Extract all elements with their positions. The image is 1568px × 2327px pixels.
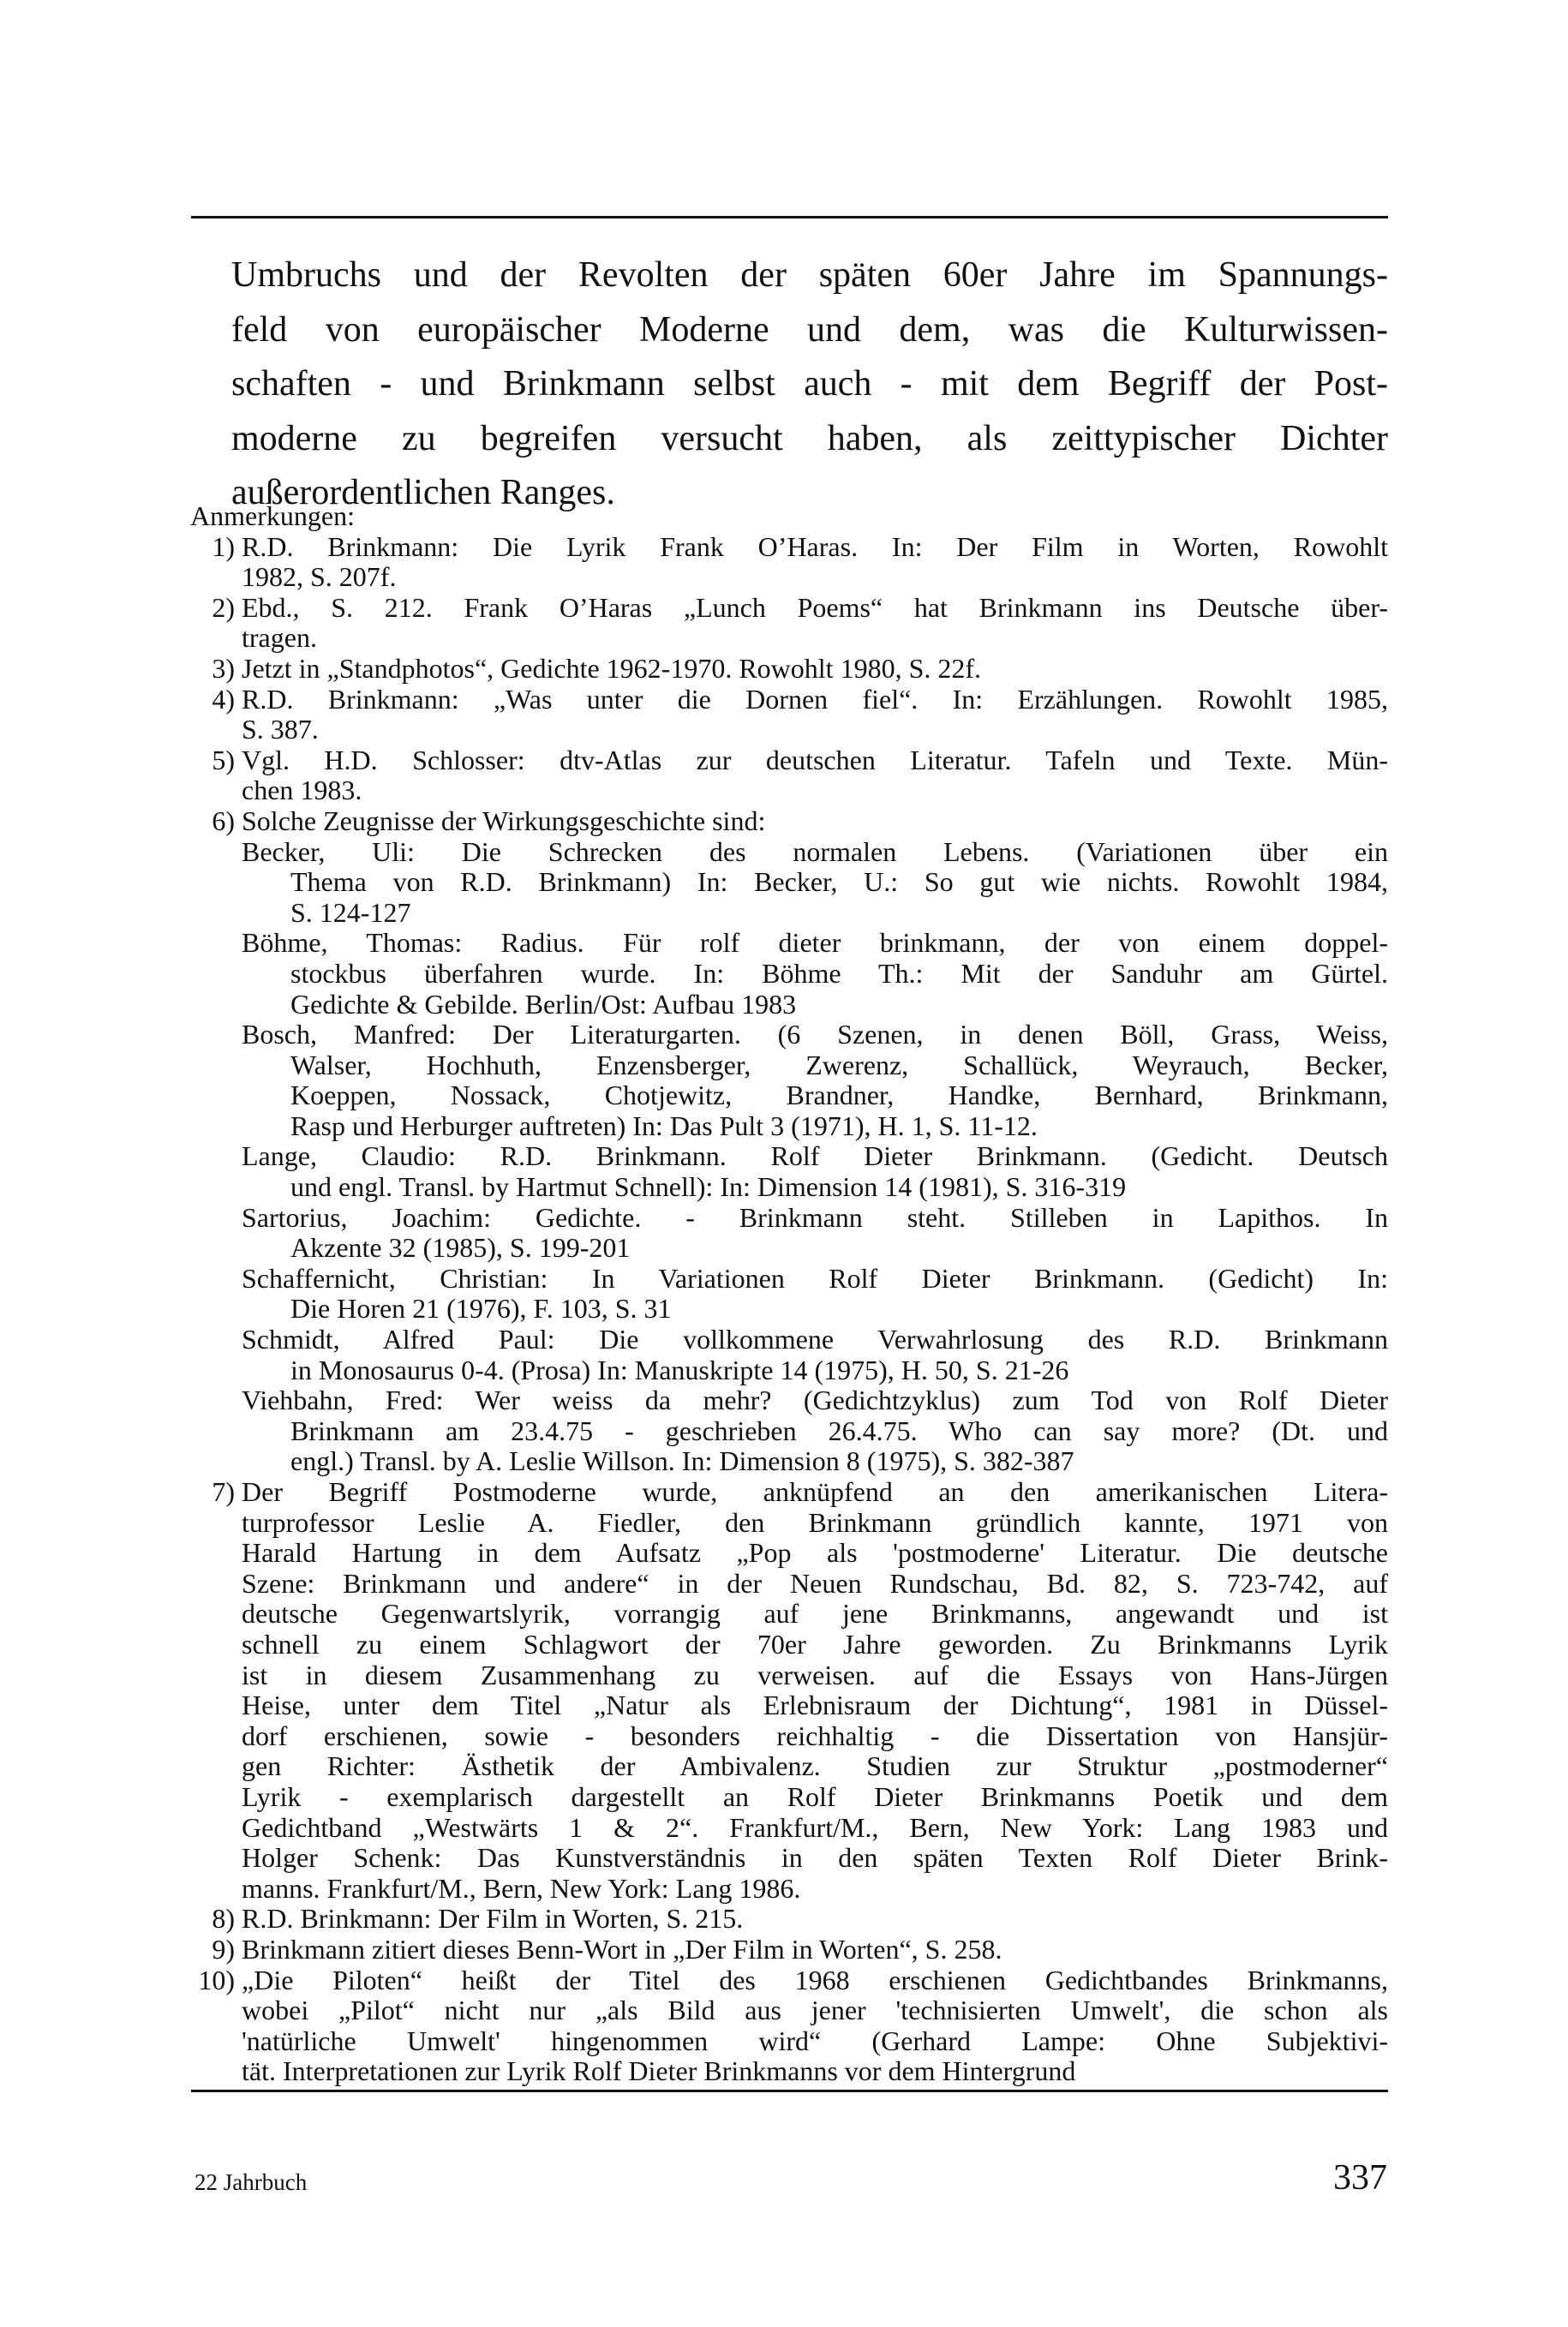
note-number: 3)	[212, 652, 235, 684]
note-line	[190, 562, 1388, 593]
note-text: R.D. Brinkmann: Der Film in Worten, S. 215.	[242, 1903, 744, 1935]
note-line	[190, 837, 1388, 868]
note-text: turprofessor Leslie A. Fiedler, den Brinkmann gründlich kannte, 1971 von	[242, 1506, 1388, 1538]
note-text: in Monosaurus 0-4. (Prosa) In: Manuskripte 14 (1975), H. 50, S. 21-26	[290, 1354, 1069, 1385]
note-line	[190, 1660, 1388, 1691]
body-line: moderne zu begreifen versucht haben, als zeittypischer Dichter	[231, 418, 1388, 458]
note-line	[190, 2056, 1388, 2087]
note-line	[190, 1538, 1388, 1569]
body-line: außerordentlichen Ranges.	[231, 473, 615, 512]
note-text: Gedichtband „Westwärts 1 & 2“. Frankfurt/M., Bern, New York: Lang 1983 und	[242, 1811, 1388, 1843]
note-line	[190, 990, 1388, 1020]
note-line	[190, 2026, 1388, 2057]
note-line	[190, 775, 1388, 806]
note-text: Schaffernicht, Christian: In Variationen Rolf Dieter Brinkmann. (Gedicht) In:	[242, 1262, 1388, 1294]
note-line	[190, 1569, 1388, 1600]
note-line	[190, 745, 1388, 776]
note-line	[190, 1141, 1388, 1172]
note-text: deutsche Gegenwartslyrik, vorrangig auf jene Brinkmanns, angewandt und ist	[242, 1598, 1388, 1630]
note-line	[190, 1751, 1388, 1782]
note-text: Thema von R.D. Brinkmann) In: Becker, U.: So gut wie nichts. Rowohlt 1984,	[290, 866, 1388, 898]
note-line	[190, 715, 1388, 745]
note-line	[190, 1995, 1388, 2026]
note-text: Die Horen 21 (1976), F. 103, S. 31	[290, 1293, 672, 1325]
note-text: S. 124-127	[290, 896, 411, 928]
note-line	[190, 1965, 1388, 1996]
note-text: Lyrik - exemplarisch dargestellt an Rolf Dieter Brinkmanns Poetik und dem	[242, 1780, 1388, 1812]
note-text: dorf erschienen, sowie - besonders reichhaltig - die Dissertation von Hansjür-	[242, 1720, 1388, 1751]
notes-heading	[190, 501, 1388, 532]
body-line: feld von europäischer Moderne und dem, was die Kulturwissen-	[231, 309, 1388, 350]
note-text: Schmidt, Alfred Paul: Die vollkommene Verwahrlosung des R.D. Brinkmann	[242, 1324, 1388, 1355]
note-text: Brinkmann am 23.4.75 - geschrieben 26.4.75. Who can say more? (Dt. und	[290, 1415, 1388, 1446]
bottom-rule	[191, 2090, 1388, 2092]
body-paragraph	[231, 248, 1388, 521]
note-text: schnell zu einem Schlagwort der 70er Jahre geworden. Zu Brinkmanns Lyrik	[242, 1628, 1388, 1660]
note-text: Böhme, Thomas: Radius. Für rolf dieter brinkmann, der von einem doppel-	[242, 927, 1388, 959]
note-text: Szene: Brinkmann und andere“ in der Neuen Rundschau, Bd. 82, S. 723-742, auf	[242, 1567, 1388, 1599]
note-line	[190, 532, 1388, 563]
note-text: R.D. Brinkmann: Die Lyrik Frank O’Haras. In: Der Film in Worten, Rowohlt	[242, 530, 1388, 562]
note-line	[190, 1782, 1388, 1813]
body-line: Umbruchs und der Revolten der späten 60er Jahre im Spannungs-	[231, 255, 1388, 295]
note-line	[190, 1111, 1388, 1142]
note-line	[190, 1874, 1388, 1905]
note-line	[190, 1172, 1388, 1203]
note-number: 10)	[198, 1964, 235, 1995]
footnotes	[190, 501, 1388, 2087]
note-line	[190, 1813, 1388, 1844]
note-line	[190, 1477, 1388, 1508]
note-text: Jetzt in „Standphotos“, Gedichte 1962-1970. Rowohlt 1980, S. 22f.	[242, 652, 982, 684]
note-line	[190, 1690, 1388, 1721]
note-text: Brinkmann zitiert dieses Benn-Wort in „Der Film in Worten“, S. 258.	[242, 1933, 1002, 1965]
note-line	[190, 1630, 1388, 1660]
note-text: Solche Zeugnisse der Wirkungsgeschichte sind:	[242, 805, 766, 836]
note-text: Koeppen, Nossack, Chotjewitz, Brandner, Handke, Bernhard, Brinkmann,	[290, 1080, 1388, 1111]
note-line	[190, 1416, 1388, 1447]
note-number: 4)	[212, 683, 235, 715]
note-number: 8)	[212, 1903, 235, 1935]
note-number: 6)	[212, 805, 235, 836]
note-number: 5)	[212, 744, 235, 775]
note-text: R.D. Brinkmann: „Was unter die Dornen fiel“. In: Erzählungen. Rowohlt 1985,	[242, 683, 1388, 715]
note-line	[190, 1508, 1388, 1539]
note-line	[190, 1599, 1388, 1630]
note-text: chen 1983.	[242, 775, 362, 806]
note-text: tragen.	[242, 622, 317, 654]
note-line	[190, 1721, 1388, 1752]
note-line	[190, 898, 1388, 929]
note-number: 2)	[212, 591, 235, 623]
note-line	[190, 1385, 1388, 1416]
note-line	[190, 928, 1388, 959]
note-line	[190, 1935, 1388, 1965]
top-rule	[191, 216, 1388, 218]
note-text: „Die Piloten“ heißt der Titel des 1968 erschienen Gedichtbandes Brinkmanns,	[242, 1964, 1388, 1995]
note-text: Heise, unter dem Titel „Natur als Erlebnisraum der Dichtung“, 1981 in Düssel-	[242, 1690, 1388, 1721]
note-text: und engl. Transl. by Hartmut Schnell): In: Dimension 14 (1981), S. 316-319	[290, 1171, 1127, 1203]
note-text: Gedichte & Gebilde. Berlin/Ost: Aufbau 1983	[290, 988, 797, 1020]
note-text: wobei „Pilot“ nicht nur „als Bild aus jener 'technisierten Umwelt', die schon als	[242, 1995, 1388, 2026]
note-text: Ebd., S. 212. Frank O’Haras „Lunch Poems“ hat Brinkmann ins Deutsche über-	[242, 591, 1388, 623]
note-text: Anmerkungen:	[190, 500, 355, 531]
note-line	[190, 867, 1388, 898]
note-text: S. 387.	[242, 714, 319, 745]
page-number: 337	[1333, 2158, 1387, 2198]
note-text: Harald Hartung in dem Aufsatz „Pop als 'postmoderne' Literatur. Die deutsche	[242, 1537, 1388, 1569]
note-number: 9)	[212, 1933, 235, 1965]
note-line	[190, 685, 1388, 715]
note-line	[190, 1233, 1388, 1264]
note-line	[190, 1904, 1388, 1935]
note-text: 'natürliche Umwelt' hingenommen wird“ (Gerhard Lampe: Ohne Subjektivi-	[242, 2025, 1388, 2056]
note-text: engl.) Transl. by A. Leslie Willson. In: Dimension 8 (1975), S. 382-387	[290, 1445, 1074, 1477]
note-number: 1)	[212, 530, 235, 562]
note-line	[190, 654, 1388, 685]
note-line	[190, 623, 1388, 654]
note-text: Akzente 32 (1985), S. 199-201	[290, 1232, 631, 1264]
note-text: Rasp und Herburger auftreten) In: Das Pult 3 (1971), H. 1, S. 11-12.	[290, 1110, 1038, 1141]
note-line	[190, 1080, 1388, 1111]
note-line	[190, 1843, 1388, 1874]
note-line	[190, 1203, 1388, 1234]
note-text: Becker, Uli: Die Schrecken des normalen Lebens. (Variationen über ein	[242, 835, 1388, 867]
note-text: Walser, Hochhuth, Enzensberger, Zwerenz, Schallück, Weyrauch, Becker,	[290, 1049, 1388, 1080]
note-line	[190, 1325, 1388, 1355]
note-line	[190, 593, 1388, 624]
note-text: Sartorius, Joachim: Gedichte. - Brinkmann steht. Stilleben in Lapithos. In	[242, 1201, 1388, 1233]
signature-mark: 22 Jahrbuch	[195, 2169, 308, 2195]
note-line	[190, 1446, 1388, 1477]
note-number: 7)	[212, 1476, 235, 1507]
note-text: tät. Interpretationen zur Lyrik Rolf Dieter Brinkmanns vor dem Hintergrund	[242, 2055, 1076, 2087]
note-line	[190, 1264, 1388, 1295]
body-line: schaften - und Brinkmann selbst auch - mit dem Begriff der Post-	[231, 364, 1388, 404]
note-line	[190, 959, 1388, 990]
note-line	[190, 1020, 1388, 1050]
note-text: gen Richter: Ästhetik der Ambivalenz. Studien zur Struktur „postmoderner“	[242, 1750, 1388, 1782]
note-text: Viehbahn, Fred: Wer weiss da mehr? (Gedichtzyklus) zum Tod von Rolf Dieter	[242, 1385, 1388, 1416]
note-text: 1982, S. 207f.	[242, 561, 397, 593]
note-text: Bosch, Manfred: Der Literaturgarten. (6 Szenen, in denen Böll, Grass, Weiss,	[242, 1019, 1388, 1050]
note-text: Lange, Claudio: R.D. Brinkmann. Rolf Dieter Brinkmann. (Gedicht. Deutsch	[242, 1140, 1388, 1172]
note-text: ist in diesem Zusammenhang zu verweisen. auf die Essays von Hans-Jürgen	[242, 1659, 1388, 1690]
note-line	[190, 1294, 1388, 1325]
note-text: Der Begriff Postmoderne wurde, anknüpfend an den amerikanischen Litera-	[242, 1476, 1388, 1507]
note-line	[190, 1355, 1388, 1386]
note-text: Vgl. H.D. Schlosser: dtv-Atlas zur deutschen Literatur. Tafeln und Texte. Mün-	[242, 744, 1388, 775]
note-text: Holger Schenk: Das Kunstverständnis in den späten Texten Rolf Dieter Brink-	[242, 1842, 1388, 1874]
note-text: stockbus überfahren wurde. In: Böhme Th.: Mit der Sanduhr am Gürtel.	[290, 957, 1388, 989]
note-line	[190, 1050, 1388, 1081]
note-line	[190, 806, 1388, 837]
note-text: manns. Frankfurt/M., Bern, New York: Lang 1986.	[242, 1872, 801, 1904]
